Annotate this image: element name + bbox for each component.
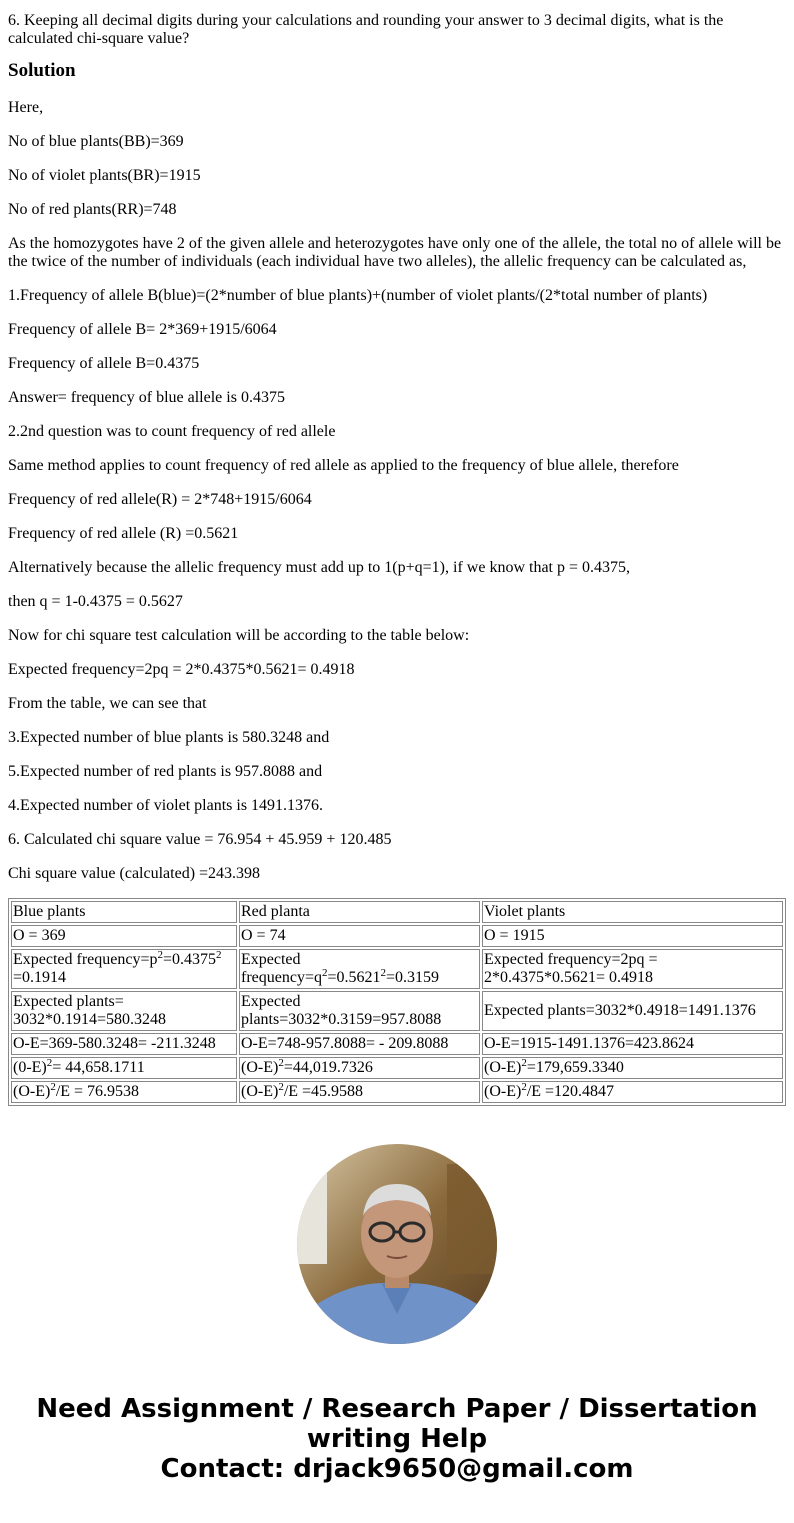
paragraph: 3.Expected number of blue plants is 580.3248 and bbox=[8, 729, 330, 746]
table-cell: $(O-E)^2/E =45.9588$ bbox=[239, 1081, 480, 1103]
table-cell: O = 1915 bbox=[482, 925, 783, 947]
table-row bbox=[11, 901, 783, 923]
table-cell: O-E=369-580.3248= -211.3248 bbox=[11, 1033, 237, 1055]
table-cell: Blue plants bbox=[11, 901, 237, 923]
chi-square-table bbox=[8, 898, 786, 1106]
paragraph: No of violet plants(BR)=1915 bbox=[8, 167, 201, 184]
solution-body bbox=[8, 99, 786, 883]
author-photo-wrap bbox=[8, 1144, 786, 1344]
table-cell: Red planta bbox=[239, 901, 480, 923]
footer-line: Need Assignment / Research Paper / Dissertation writing Help bbox=[36, 1394, 758, 1454]
table-cell: Expected plants=3032*0.3159=957.8088 bbox=[239, 991, 480, 1031]
table-cell: $(0-E)^2= 44,658.1711$ bbox=[11, 1057, 237, 1079]
table-row bbox=[11, 991, 783, 1031]
author-avatar bbox=[297, 1144, 497, 1344]
table-cell: O = 369 bbox=[11, 925, 237, 947]
table-row bbox=[11, 925, 783, 947]
paragraph: Here, bbox=[8, 99, 44, 116]
paragraph: Chi square value (calculated) =243.398 bbox=[8, 865, 261, 882]
paragraph: then q = 1-0.4375 = 0.5627 bbox=[8, 593, 183, 610]
footer-promo bbox=[8, 1394, 786, 1484]
paragraph: No of blue plants(BB)=369 bbox=[8, 133, 184, 150]
paragraph: As the homozygotes have 2 of the given allele and heterozygotes have only one of the allele, the total no of allele will be the twice of the number of individuals (each individual have two alleles), the allelic frequency can be calculated as, bbox=[8, 235, 782, 270]
table-cell: $(O-E)^2/E =120.4847$ bbox=[482, 1081, 783, 1103]
paragraph: Frequency of allele B=0.4375 bbox=[8, 355, 200, 372]
paragraph: From the table, we can see that bbox=[8, 695, 207, 712]
paragraph: Same method applies to count frequency of red allele as applied to the frequency of blue allele, therefore bbox=[8, 457, 679, 474]
paragraph: 5.Expected number of red plants is 957.8088 and bbox=[8, 763, 323, 780]
table-cell: Expected $frequency=q^2=0.5621^2=0.3159$ bbox=[239, 949, 480, 989]
table-cell: O = 74 bbox=[239, 925, 480, 947]
paragraph: 4.Expected number of violet plants is 1491.1376. bbox=[8, 797, 324, 814]
paragraph: Frequency of red allele (R) =0.5621 bbox=[8, 525, 239, 542]
paragraph: Expected frequency=2pq = 2*0.4375*0.5621= 0.4918 bbox=[8, 661, 355, 678]
paragraph: Answer= frequency of blue allele is 0.4375 bbox=[8, 389, 285, 406]
paragraph: 6. Calculated chi square value = 76.954 + 45.959 + 120.485 bbox=[8, 831, 392, 848]
avatar-illustration bbox=[297, 1144, 497, 1344]
table-cell: O-E=1915-1491.1376=423.8624 bbox=[482, 1033, 783, 1055]
paragraph: 2.2nd question was to count frequency of red allele bbox=[8, 423, 336, 440]
table-cell: O-E=748-957.8088= - 209.8088 bbox=[239, 1033, 480, 1055]
paragraph: Alternatively because the allelic frequency must add up to 1(p+q=1), if we know that p = 0.4375, bbox=[8, 559, 631, 576]
table-cell: Expected plants= 3032*0.1914=580.3248 bbox=[11, 991, 237, 1031]
table-cell: Expected plants=3032*0.4918=1491.1376 bbox=[482, 991, 783, 1031]
table-cell: Expected $frequency=p^2=0.4375^2 =0.1914$ bbox=[11, 949, 237, 989]
paragraph: Now for chi square test calculation will be according to the table below: bbox=[8, 627, 470, 644]
table-cell: $(O-E)^2=44,019.7326$ bbox=[239, 1057, 480, 1079]
paragraph: 1.Frequency of allele B(blue)=(2*number of blue plants)+(number of violet plants/(2*total number of plants) bbox=[8, 287, 708, 304]
paragraph: No of red plants(RR)=748 bbox=[8, 201, 177, 218]
table-row bbox=[11, 949, 783, 989]
table-row bbox=[11, 1057, 783, 1079]
paragraph: Frequency of allele B= 2*369+1915/6064 bbox=[8, 321, 277, 338]
footer-contact: Contact: drjack9650@gmail.com bbox=[160, 1454, 634, 1484]
solution-heading: Solution bbox=[8, 60, 76, 81]
table-cell: $(O-E)^2=179,659.3340$ bbox=[482, 1057, 783, 1079]
table-row bbox=[11, 1033, 783, 1055]
table-row bbox=[11, 1081, 783, 1103]
paragraph: Frequency of red allele(R) = 2*748+1915/6064 bbox=[8, 491, 312, 508]
table-cell: Expected frequency=2pq = 2*0.4375*0.5621= 0.4918 bbox=[482, 949, 783, 989]
question-text: 6. Keeping all decimal digits during your calculations and rounding your answer to 3 decimal digits, what is the calculated chi-square value? bbox=[8, 12, 724, 47]
table-cell: $(O-E)^2/E = 76.9538$ bbox=[11, 1081, 237, 1103]
table-cell: Violet plants bbox=[482, 901, 783, 923]
